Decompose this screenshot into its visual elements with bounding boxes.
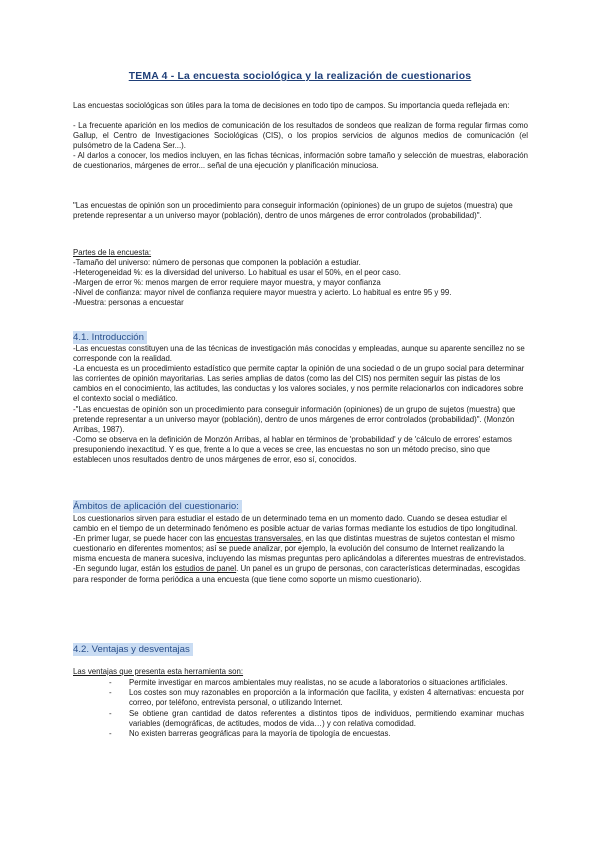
- ambitos-paragraph-transversales: [73, 534, 528, 564]
- introduccion-paragraph: -La encuesta es un procedimiento estadístico que permite captar la opinión de una sociedad o de un grupo social para determinar las corrientes de opinión mayoritarias. Las series amplias de datos (como las del CIS) nos permiten seguir las pistas de los cambios en el conocimiento, las actitudes, las conductas y los valores sociales, y nos permite relacionarlos con indicadores sobre el contexto social o mediático.: [73, 364, 525, 404]
- section-heading-ventajas: 4.2. Ventajas y desventajas: [73, 643, 193, 656]
- definition-quote: [73, 201, 528, 221]
- quote-text: "Las encuestas de opinión son un procedimiento para conseguir información (opiniones) de un grupo de sujetos (muestra) que pretende representar a un universo mayor (población), dentro de unos márgenes de error controlados (probabilidad)".: [73, 201, 513, 221]
- list-item: [73, 688, 528, 708]
- bullet-dash: -: [109, 688, 112, 698]
- introduccion-paragraph: -Las encuestas constituyen una de las técnicas de investigación más conocidas y empleadas, aunque su aparente sencillez no se corresponde con la realidad.: [73, 344, 525, 364]
- list-item-text: Permite investigar en marcos ambientales muy realistas, no se acude a laboratorios o situaciones artificiales.: [129, 678, 508, 687]
- parts-item: -Nivel de confianza: mayor nivel de confianza requiere mayor muestra y acierto. Lo habitual es entre 95 y 99.: [73, 288, 452, 298]
- bullet-dash: -: [109, 678, 112, 687]
- ambitos-text: . Un panel es un grupo de personas, con características determinadas, escogidas para responder de forma periódica a una encuesta (que tiene como soporte un mismo cuestionario).: [73, 564, 520, 584]
- list-item-text: Se obtiene gran cantidad de datos referentes a distintos tipos de individuos, permitiendo examinar muchas variables (demográficas, de actitudes, modos de vida…) y con relativa comodidad.: [129, 708, 524, 728]
- parts-item: -Margen de error %: menos margen de error requiere mayor muestra, y mayor confianza: [73, 278, 381, 288]
- ventajas-subheading: Las ventajas que presenta esta herramienta son:: [73, 667, 244, 676]
- introduccion-section: [73, 344, 528, 465]
- list-item-text: Los costes son muy razonables en proporción a la información que facilita, y existen 4 alternativas: encuesta por correo, por teléfono, entrevista personal, o utilizando Internet.: [129, 688, 524, 708]
- intro-paragraph: - La frecuente aparición en los medios de comunicación de los resultados de sondeos que realizan de forma regular firmas como Gallup, el Centro de Investigaciones Sociológicas (CIS), o los propios servicios de algunos medios de comunicación (el pulsómetro de la Cadena Ser...).: [73, 121, 528, 151]
- ambitos-paragraph: Los cuestionarios sirven para estudiar el estado de un determinado tema en un momento dado. Cuando se desea estudiar el cambio en el tiempo de un determinado fenómeno es posible actuar de varias formas mediante los estudios de tipo longitudinal.: [73, 514, 518, 534]
- ventajas-list: [73, 678, 528, 739]
- estudios-de-panel-term: estudios de panel: [174, 564, 237, 574]
- list-item: [73, 678, 528, 688]
- introduccion-paragraph: -Como se observa en la definición de Monzón Arribas, al hablar en términos de 'probabilidad' y de 'cálculo de errores' estamos presuponiendo inexactitud. Y es que, frente a lo que a veces se cree, las encuestas no son un método preciso, sino que establecen unos resultados dentro de unos márgenes de error, eso sí, conocidos.: [73, 434, 512, 465]
- introduccion-paragraph: -"Las encuestas de opinión son un procedimiento para conseguir información (opiniones) de un grupo de sujetos (muestra) que pretende representar a un universo mayor (población), dentro de unos márgenes de error controlados (probabilidad)". (Monzón Arribas, 1987).: [73, 404, 516, 434]
- bullet-dash: -: [109, 708, 112, 718]
- encuestas-transversales-term: encuestas transversales: [216, 534, 302, 544]
- intro-section: [73, 101, 528, 172]
- ambitos-text: , en las que distintas muestras de sujetos contestan el mismo cuestionario en diferentes momentos; así se puede analizar, por ejemplo, la evolución del consumo de Internet realizando la misma encuesta de manera sucesiva, incluyendo las mismas preguntas pero aplicándolas a diferentes muestras de entrevistados.: [73, 534, 526, 564]
- parts-item: -Tamaño del universo: número de personas que componen la población a estudiar.: [73, 258, 361, 268]
- document-title: TEMA 4 - La encuesta sociológica y la realización de cuestionarios: [128, 71, 472, 82]
- section-heading-introduccion: 4.1. Introducción: [73, 331, 147, 344]
- parts-item: -Muestra: personas a encuestar: [73, 298, 184, 308]
- parts-heading: Partes de la encuesta:: [73, 248, 152, 257]
- bullet-dash: -: [109, 729, 112, 739]
- list-item: [73, 709, 528, 729]
- intro-paragraph: - Al darlos a conocer, los medios incluyen, en las fichas técnicas, información sobre tamaño y selección de muestras, elaboración de cuestionarios, márgenes de error... señal de una ejecución y planificación minuciosa.: [73, 151, 528, 171]
- parts-item: -Heterogeneidad %: es la diversidad del universo. Lo habitual es usar el 50%, en el peor caso.: [73, 268, 401, 278]
- list-item: [73, 729, 528, 739]
- parts-section: [73, 248, 528, 309]
- ambitos-text: -En segundo lugar, están los: [73, 564, 175, 574]
- ambitos-text: -En primer lugar, se puede hacer con las: [73, 534, 217, 544]
- intro-paragraph: Las encuestas sociológicas son útiles para la toma de decisiones en todo tipo de campos. Su importancia queda reflejada en:: [73, 101, 510, 110]
- ambitos-paragraph-panel: [73, 564, 528, 584]
- section-heading-ambitos: Ámbitos de aplicación del cuestionario:: [73, 500, 242, 513]
- list-item-text: No existen barreras geográficas para la mayoría de tipología de encuestas.: [129, 729, 391, 739]
- ambitos-section: [73, 514, 528, 585]
